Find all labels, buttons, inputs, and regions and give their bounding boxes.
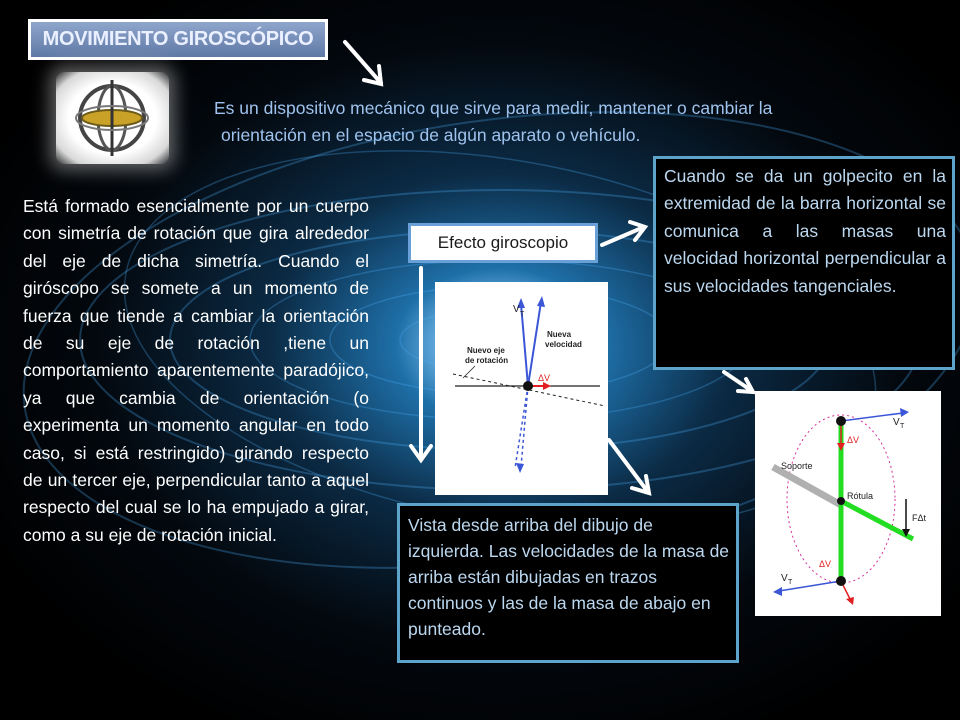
- vt-label: V: [513, 304, 520, 315]
- new-velocity-label-2: velocidad: [545, 340, 582, 349]
- new-velocity-arrowhead: [537, 296, 545, 307]
- intro-line-2: orientación en el espacio de algún aparato o vehículo.: [221, 125, 641, 145]
- support-bar: [773, 467, 841, 505]
- force-label: FΔt: [912, 513, 927, 523]
- page-title: MOVIMIENTO GIROSCÓPICO: [28, 19, 328, 60]
- bottom-vt-label: V: [781, 573, 788, 584]
- delta-v-arrowhead: [543, 382, 551, 390]
- bottom-delta-v-label: ΔV: [819, 559, 832, 569]
- gyroscope-image: [56, 72, 169, 164]
- bottom-delta-v-arrowhead: [846, 597, 854, 605]
- top-view-textbox: Vista desde arriba del dibujo de izquierda. Las velocidades de la masa de arriba están dibujadas en trazos continuos y las de la masa de abajo en punteado.: [397, 503, 739, 663]
- new-axis-label-2: de rotación: [465, 356, 509, 365]
- axis-label-pointer: [463, 366, 475, 378]
- bottom-vt-sub-label: T: [788, 579, 793, 586]
- intro-line-1: Es un dispositivo mecánico que sirve para medir, mantener o cambiar la: [214, 98, 773, 118]
- new-axis-label-1: Nuevo eje: [467, 346, 505, 355]
- top-mass: [836, 416, 846, 426]
- top-delta-v-arrowhead: [837, 443, 845, 451]
- vt-sub-label: T: [520, 311, 525, 318]
- bottom-vt-arrowhead: [773, 587, 782, 596]
- intro-paragraph: [214, 95, 934, 149]
- gyroscope-icon: [56, 72, 169, 164]
- ball-joint-label: Rótula: [847, 491, 874, 501]
- top-vt-sub-label: T: [900, 423, 905, 430]
- top-delta-v-label: ΔV: [847, 435, 860, 445]
- top-view-diagram: [435, 282, 608, 495]
- mass-dot: [523, 381, 533, 391]
- support-label: Soporte: [781, 461, 813, 471]
- horizontal-rod: [841, 501, 913, 539]
- effect-label: Efecto giroscopio: [408, 223, 598, 263]
- top-vt-label: V: [893, 417, 900, 428]
- description-paragraph: Está formado esencialmente por un cuerpo con simetría de rotación que gira alrededor del eje de dicha simetría. Cuando el giróscopo se somete a un momento de fuerza que tiende a cambiar la orientación de su eje de rotación ,tiene un comportamiento aparentemente paradójico, ya que cambia de orientación (o experimenta un momento angular en todo caso, si está restringido) girando respecto de un tercer eje, perpendicular tanto a aquel respecto del cual se lo ha empujado a girar, como a su eje de rotación inicial.: [23, 196, 369, 545]
- bottom-mass: [836, 576, 846, 586]
- top-vt-arrowhead: [900, 408, 909, 417]
- vt-vector-dotted: [521, 386, 528, 467]
- ball-joint: [837, 497, 845, 505]
- side-view-diagram: [755, 391, 941, 616]
- golpecito-textbox: Cuando se da un golpecito en la extremidad de la barra horizontal se comunica a las masas una velocidad horizontal perpendicular a sus velocidades tangenciales.: [653, 156, 955, 370]
- vt-dotted-arrowhead: [516, 463, 524, 473]
- delta-v-label: ΔV: [538, 373, 551, 383]
- new-velocity-label-1: Nueva: [547, 330, 572, 339]
- new-velocity-dotted: [515, 386, 528, 468]
